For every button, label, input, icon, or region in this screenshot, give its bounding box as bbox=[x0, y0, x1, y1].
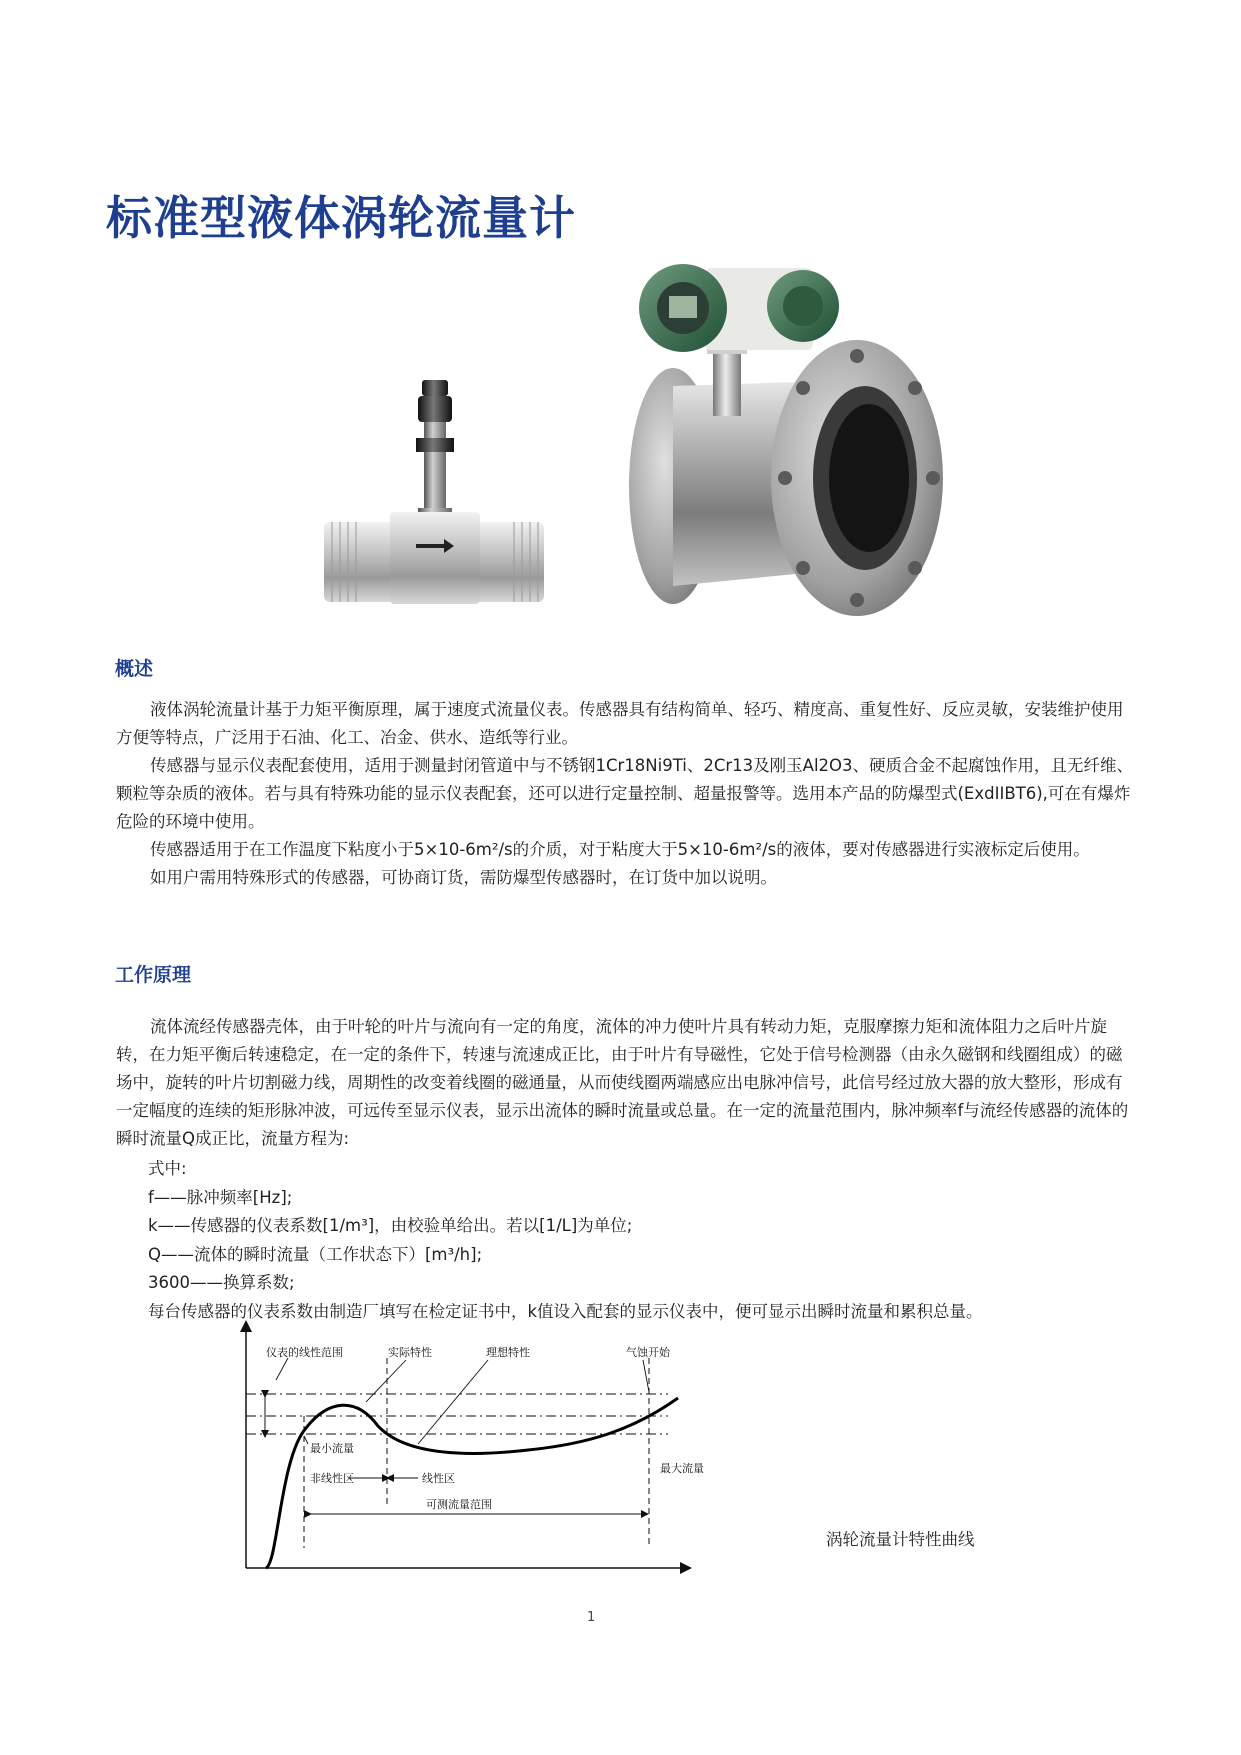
diagram-caption: 涡轮流量计特性曲线 bbox=[826, 1530, 975, 1549]
characteristic-curve-diagram bbox=[228, 1318, 704, 1578]
label-ideal-characteristic: 理想特性 bbox=[486, 1346, 530, 1359]
section-heading-principle: 工作原理 bbox=[115, 964, 192, 986]
page-number: 1 bbox=[587, 1610, 596, 1625]
overview-paragraph: 如用户需用特殊形式的传感器，可协商订货，需防爆型传感器时，在订货中加以说明。 bbox=[150, 868, 777, 887]
section-heading-overview: 概述 bbox=[115, 658, 154, 680]
principle-paragraph: 流体流经传感器壳体，由于叶轮的叶片与流向有一定的角度，流体的冲力使叶片具有转动力矩，克服摩擦力矩和流体阻力之后叶片旋转，在力矩平衡后转速稳定，在一定的条件下，转速与流速成正比，由于叶片有导磁性，它处于信号检测器（由永久磁钢和线圈组成）的磁场中，旋转的叶片切割磁力线，周期性的改变着线圈的磁通量，从而使线圈两端感应出电脉冲信号，此信号经过放大器的放大整形，形成有一定幅度的连续的矩形脉冲波，可远传至显示仪表，显示出流体的瞬时流量或总量。在一定的流量范围内，脉冲频率f与流经传感器的流体的瞬时流量Q成正比，流量方程为: bbox=[116, 1017, 1129, 1148]
label-actual-characteristic: 实际特性 bbox=[388, 1346, 432, 1359]
legend-line: f——脉冲频率[Hz]; bbox=[148, 1187, 293, 1207]
legend-line: 3600——换算系数; bbox=[148, 1273, 295, 1292]
label-min-flow: 最小流量 bbox=[310, 1442, 354, 1455]
principle-text bbox=[116, 1013, 1136, 1153]
formula-legend bbox=[148, 1155, 983, 1326]
page-title: 标准型液体涡轮流量计 bbox=[106, 191, 576, 245]
overview-paragraph: 传感器与显示仪表配套使用，适用于测量封闭管道中与不锈钢1Cr18Ni9Ti、2Cr13及刚玉Al2O3、硬质合金不起腐蚀作用，且无纤维、颗粒等杂质的液体。若与具有特殊功能的显示仪表配套，还可以进行定量控制、超量报警等。选用本产品的防爆型式(ExdIIBT6),可在有爆炸危险的环境中使用。 bbox=[116, 756, 1134, 831]
label-max-flow: 最大流量 bbox=[660, 1462, 704, 1475]
overview-paragraph: 传感器适用于在工作温度下粘度小于5×10-6m²/s的介质，对于粘度大于5×10-6m²/s的液体，要对传感器进行实液标定后使用。 bbox=[150, 840, 1090, 859]
legend-line: 式中: bbox=[148, 1159, 187, 1178]
small-flowmeter-photo bbox=[320, 372, 550, 604]
overview-text bbox=[116, 696, 1136, 892]
legend-line: k——传感器的仪表系数[1/m³]，由校验单给出。若以[1/L]为单位; bbox=[148, 1216, 633, 1235]
label-linear-zone: 线性区 bbox=[422, 1472, 455, 1485]
legend-line: Q——流体的瞬时流量（工作状态下）[m³/h]; bbox=[148, 1244, 483, 1264]
flanged-flowmeter-photo bbox=[625, 268, 945, 660]
label-measurable-range: 可测流量范围 bbox=[426, 1498, 492, 1511]
label-nonlinear-zone: 非线性区 bbox=[310, 1472, 354, 1485]
label-cavitation-start: 气蚀开始 bbox=[626, 1346, 670, 1359]
overview-paragraph: 液体涡轮流量计基于力矩平衡原理，属于速度式流量仪表。传感器具有结构简单、轻巧、精度高、重复性好、反应灵敏，安装维护使用方便等特点，广泛用于石油、化工、冶金、供水、造纸等行业。 bbox=[116, 700, 1124, 747]
legend-line: 每台传感器的仪表系数由制造厂填写在检定证书中，k值设入配套的显示仪表中，便可显示出瞬时流量和累积总量。 bbox=[148, 1301, 983, 1321]
label-linear-range: 仪表的线性范围 bbox=[266, 1346, 343, 1359]
